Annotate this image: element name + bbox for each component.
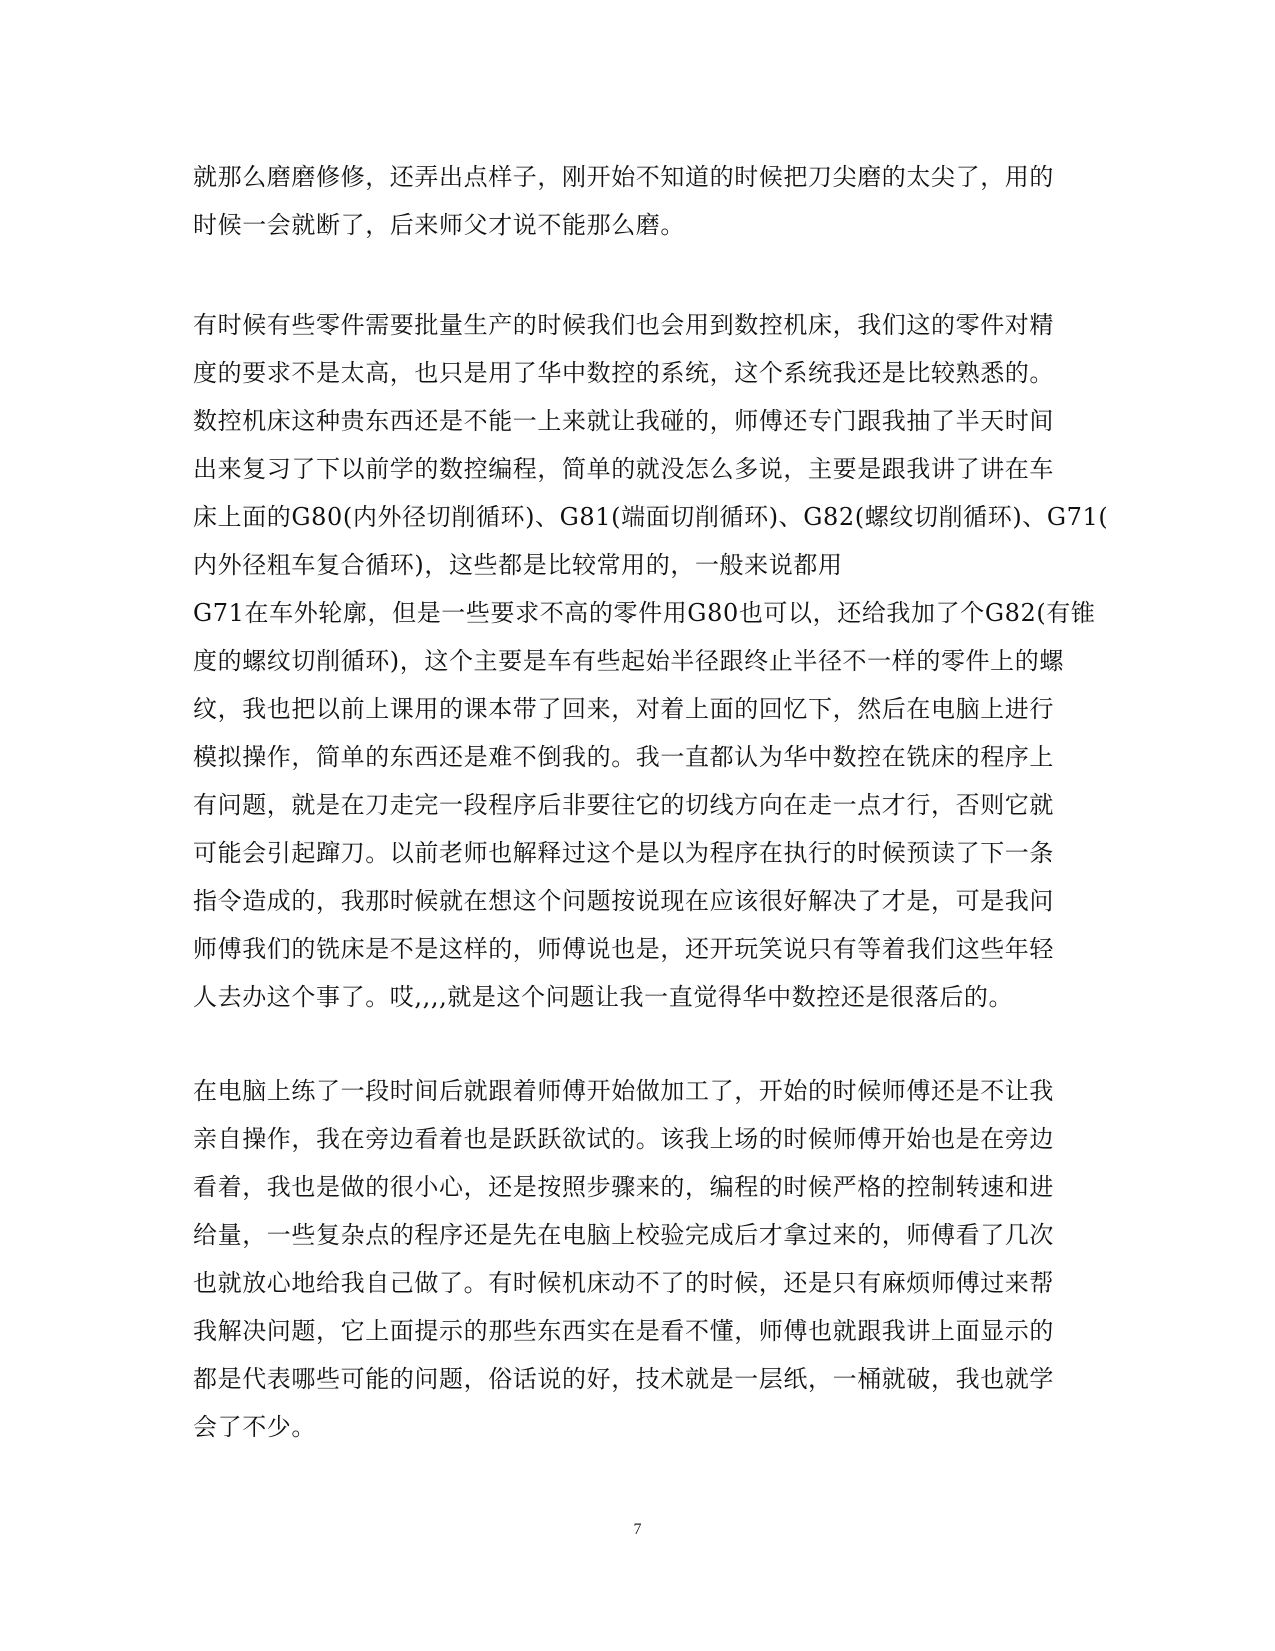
paragraph-3 (193, 1067, 1093, 1451)
text-line: 给量，一些复杂点的程序还是先在电脑上校验完成后才拿过来的，师傅看了几次 (193, 1221, 1054, 1249)
text-line: 出来复习了下以前学的数控编程，简单的就没怎么多说，主要是跟我讲了讲在车 (193, 455, 1054, 483)
text-line: 模拟操作，简单的东西还是难不倒我的。我一直都认为华中数控在铣床的程序上 (193, 743, 1054, 771)
text-line: 时候一会就断了，后来师父才说不能那么磨。 (193, 211, 685, 239)
paragraph-2 (193, 301, 1109, 1021)
text-line: 床上面的G80(内外径切削循环)、G81(端面切削循环)、G82(螺纹切削循环)、G71( (193, 503, 1109, 531)
paragraph-1 (193, 153, 1093, 249)
text-line: 可能会引起蹿刀。以前老师也解释过这个是以为程序在执行的时候预读了下一条 (193, 839, 1054, 867)
text-line: 都是代表哪些可能的问题，俗话说的好，技术就是一层纸，一桶就破，我也就学 (193, 1365, 1054, 1393)
text-line: 亲自操作，我在旁边看着也是跃跃欲试的。该我上场的时候师傅开始也是在旁边 (193, 1125, 1054, 1153)
text-line: 纹，我也把以前上课用的课本带了回来，对着上面的回忆下，然后在电脑上进行 (193, 695, 1054, 723)
text-line: 人去办这个事了。哎,,,,就是这个问题让我一直觉得华中数控还是很落后的。 (193, 983, 1014, 1011)
text-line: 我解决问题，它上面提示的那些东西实在是看不懂，师傅也就跟我讲上面显示的 (193, 1317, 1054, 1345)
text-line: G71在车外轮廓，但是一些要求不高的零件用G80也可以，还给我加了个G82(有锥 (193, 599, 1096, 627)
text-line: 师傅我们的铣床是不是这样的，师傅说也是，还开玩笑说只有等着我们这些年轻 (193, 935, 1054, 963)
text-line: 度的要求不是太高，也只是用了华中数控的系统，这个系统我还是比较熟悉的。 (193, 359, 1054, 387)
text-line: 数控机床这种贵东西还是不能一上来就让我碰的，师傅还专门跟我抽了半天时间 (193, 407, 1054, 435)
text-line: 指令造成的，我那时候就在想这个问题按说现在应该很好解决了才是，可是我问 (193, 887, 1054, 915)
text-line: 在电脑上练了一段时间后就跟着师傅开始做加工了，开始的时候师傅还是不让我 (193, 1077, 1054, 1105)
text-line: 会了不少。 (193, 1413, 316, 1441)
text-line: 也就放心地给我自己做了。有时候机床动不了的时候，还是只有麻烦师傅过来帮 (193, 1269, 1054, 1297)
text-line: 度的螺纹切削循环)，这个主要是车有些起始半径跟终止半径不一样的零件上的螺 (193, 647, 1064, 675)
text-line: 内外径粗车复合循环)，这些都是比较常用的，一般来说都用 (193, 551, 843, 579)
text-line: 有时候有些零件需要批量生产的时候我们也会用到数控机床，我们这的零件对精 (193, 311, 1054, 339)
page-number: 7 (633, 1521, 642, 1538)
text-line: 有问题，就是在刀走完一段程序后非要往它的切线方向在走一点才行，否则它就 (193, 791, 1054, 819)
text-line: 看着，我也是做的很小心，还是按照步骤来的，编程的时候严格的控制转速和进 (193, 1173, 1054, 1201)
text-line: 就那么磨磨修修，还弄出点样子，刚开始不知道的时候把刀尖磨的太尖了，用的 (193, 163, 1054, 191)
